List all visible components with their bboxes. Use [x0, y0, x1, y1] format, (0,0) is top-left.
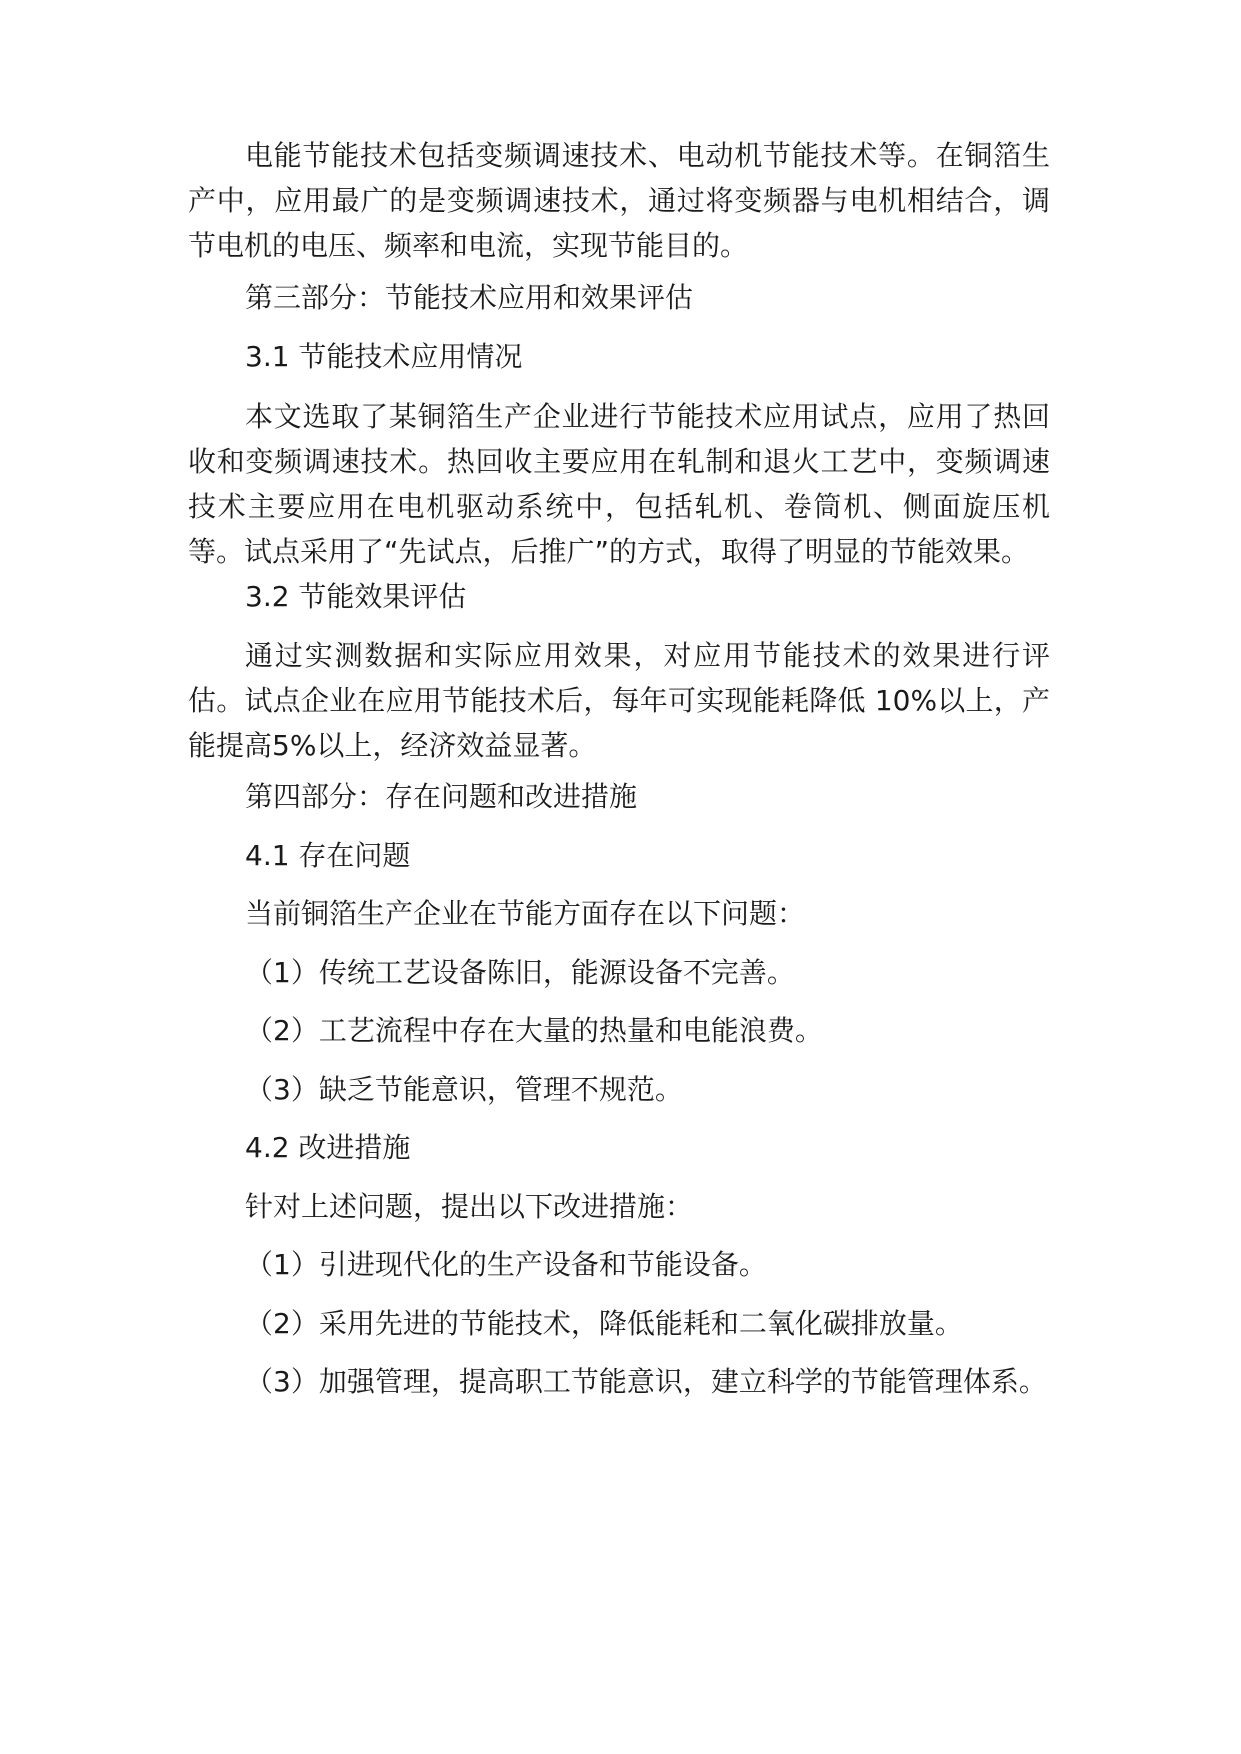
- heading-3-1: 3.1 节能技术应用情况: [245, 340, 523, 373]
- list-item-problem-1: （1）传统工艺设备陈旧，能源设备不完善。: [245, 956, 795, 989]
- list-item-problem-3: （3）缺乏节能意识，管理不规范。: [245, 1073, 683, 1106]
- list-item-measure-1: （1）引进现代化的生产设备和节能设备。: [245, 1248, 767, 1281]
- list-item-problem-2: （2）工艺流程中存在大量的热量和电能浪费。: [245, 1014, 823, 1047]
- paragraph-effect-evaluation: 通过实测数据和实际应用效果，对应用节能技术的效果进行评估。试点企业在应用节能技术后，每年可实现能耗降低 10%以上，产能提高5%以上，经济效益显著。: [188, 639, 1050, 762]
- heading-part-four: 第四部分：存在问题和改进措施: [245, 780, 638, 813]
- paragraph-measures-intro: 针对上述问题，提出以下改进措施：: [245, 1190, 694, 1223]
- paragraph-electric-energy-saving: 电能节能技术包括变频调速技术、电动机节能技术等。在铜箔生产中，应用最广的是变频调速技术，通过将变频器与电机相结合，调节电机的电压、频率和电流，实现节能目的。: [188, 139, 1050, 262]
- list-item-measure-2: （2）采用先进的节能技术，降低能耗和二氧化碳排放量。: [245, 1307, 963, 1340]
- heading-3-2: 3.2 节能效果评估: [245, 580, 467, 613]
- paragraph-application-case: 本文选取了某铜箔生产企业进行节能技术应用试点，应用了热回收和变频调速技术。热回收主要应用在轧制和退火工艺中，变频调速技术主要应用在电机驱动系统中，包括轧机、卷筒机、侧面旋压机等。试点采用了“先试点，后推广”的方式，取得了明显的节能效果。: [188, 400, 1050, 568]
- heading-part-three: 第三部分：节能技术应用和效果评估: [245, 281, 694, 314]
- list-item-measure-3: （3）加强管理，提高职工节能意识，建立科学的节能管理体系。: [245, 1365, 1047, 1398]
- heading-4-1: 4.1 存在问题: [245, 839, 411, 872]
- heading-4-2: 4.2 改进措施: [245, 1131, 411, 1164]
- paragraph-problems-intro: 当前铜箔生产企业在节能方面存在以下问题：: [245, 897, 806, 930]
